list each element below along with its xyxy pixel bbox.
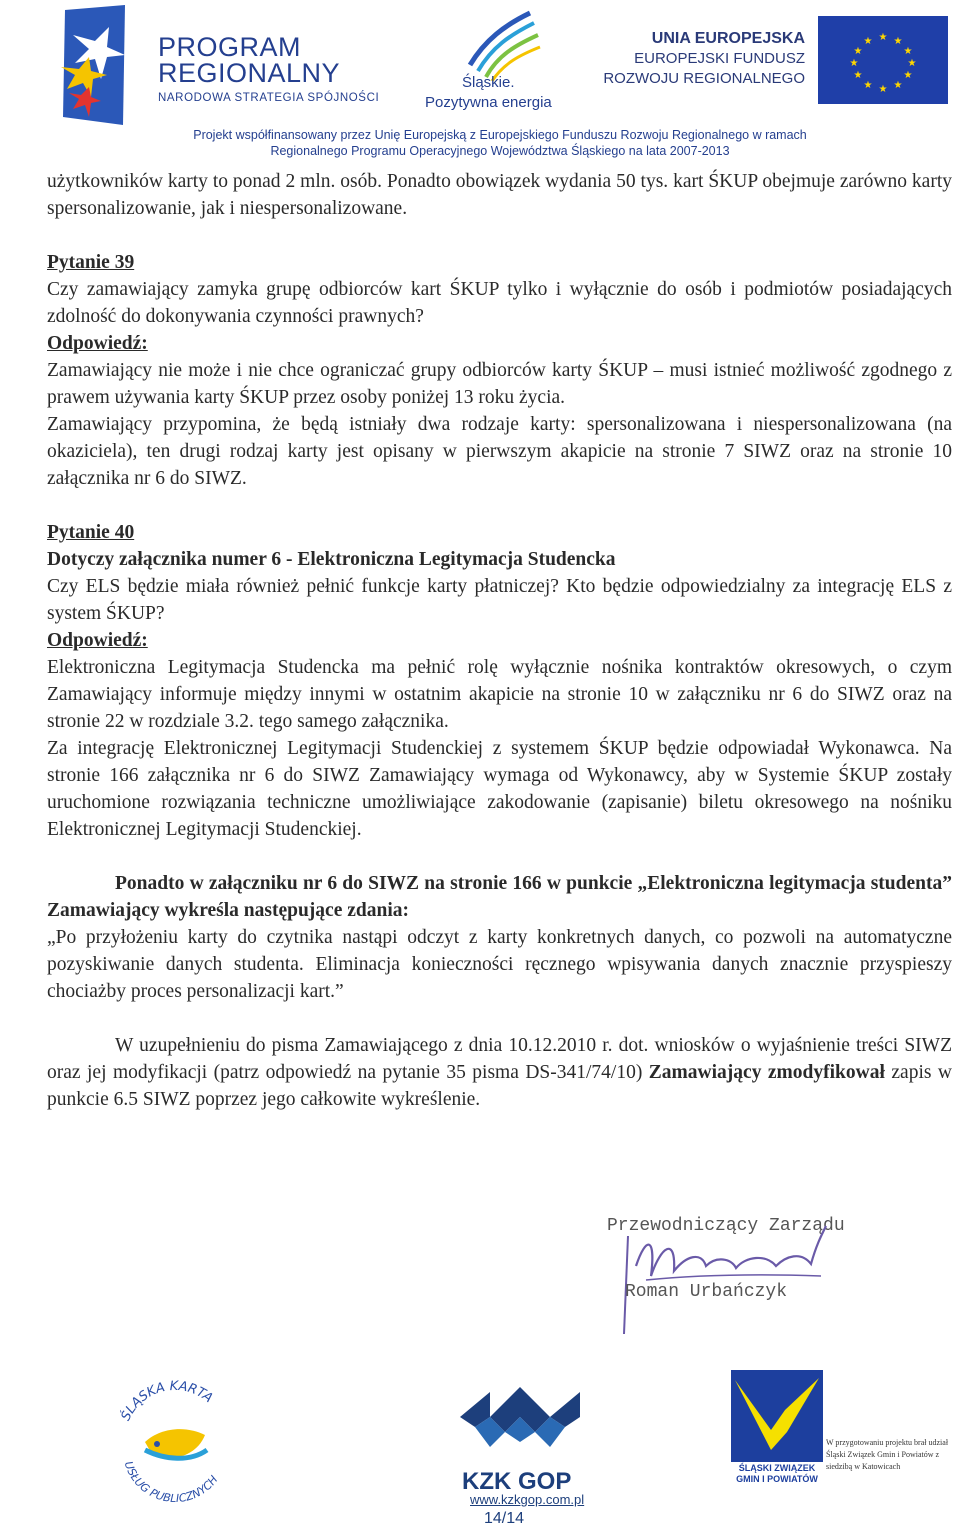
footer	[0, 1360, 960, 1533]
svg-text:★: ★	[907, 58, 917, 69]
zwiazek-note: W przygotowaniu projektu brał udział Śląski Związek Gmin i Powiatów z siedzibą w Katowicach	[826, 1438, 949, 1471]
question-39-text: Czy zamawiający zamyka grupę odbiorców kart ŚKUP tylko i wyłącznie do osób i podmiotów posiadających zdolność do dokonywania czynności prawnych?	[47, 279, 952, 327]
final-paragraph-bold: Zamawiający zmodyfikował	[648, 1062, 885, 1083]
answer-40-paragraph-2: Za integrację Elektronicznej Legitymacji Studenckiej z systemem ŚKUP będzie odpowiadał Wykonawca. Na stronie 166 załącznika nr 6 do SIWZ Zamawiający wymaga od Wykonawcy, aby w Systemie ŚKUP zostały uruchomione rozwiązania techniczne umożliwiające zakodowanie (zapisanie) biletu okresowego na nośniku Elektronicznej Legitymacji Studenckiej.	[47, 738, 952, 840]
deleted-sentences-quote: „Po przyłożeniu karty do czytnika nastąpi odczyt z karty konkretnych danych, co pozwoli na automatyczne pozyskiwanie danych studenta. Eliminacja konieczności ręcznego wpisywania danych znacznie przyspieszy chociażby proces personalizacji kart.”	[47, 927, 952, 1002]
svg-text:★: ★	[878, 84, 888, 95]
region-name: Śląskie.	[462, 74, 515, 91]
amendment-paragraph: Ponadto w załączniku nr 6 do SIWZ na stronie 166 w punkcie „Elektroniczna legitymacja studenta” Zamawiający wykreśla następujące zdania:	[47, 873, 952, 921]
program-title-line1: PROGRAM	[158, 32, 302, 62]
project-line1: Projekt współfinansowany przez Unię Europejską z Europejskiego Funduszu Rozwoju Regionalnego w ramach	[193, 128, 807, 142]
zwiazek-name	[731, 1463, 823, 1485]
svg-text:★: ★	[863, 80, 873, 91]
svg-text:★: ★	[893, 80, 903, 91]
svg-text:★: ★	[849, 58, 859, 69]
project-line2: Regionalnego Programu Operacyjnego Województwa Śląskiego na lata 2007-2013	[270, 144, 730, 158]
final-paragraph	[47, 1032, 952, 1113]
kzk-gop-logo-icon	[460, 1372, 580, 1457]
page-number: 14/14	[484, 1510, 525, 1527]
svg-text:★: ★	[903, 70, 913, 81]
letterhead	[0, 0, 960, 170]
skup-logo-text-top: ŚLĄSKA KARTA	[118, 1378, 216, 1424]
eu-line2: EUROPEJSKI FUNDUSZ	[634, 50, 805, 67]
eu-line3: ROZWOJU REGIONALNEGO	[603, 70, 805, 87]
skup-logo-text-bottom: USŁUG PUBLICZNYCH	[121, 1459, 221, 1506]
svg-text:ŚLĄSKA KARTA	[118, 1379, 216, 1423]
svg-text:★: ★	[893, 36, 903, 47]
question-39-heading: Pytanie 39	[47, 252, 135, 273]
svg-text:★: ★	[863, 36, 873, 47]
document-body	[47, 168, 952, 1113]
slaski-zwiazek-logo-icon	[731, 1370, 823, 1462]
answer-39-paragraph-2: Zamawiający przypomina, że będą istniały dwa rodzaje karty: spersonalizowana i niespersonalizowana (na okaziciela), ten drugi rodzaj karty jest opisany w pierwszym akapicie na stronie 7 SIWZ oraz na stronie 10 załącznika nr 6 do SIWZ.	[47, 414, 952, 489]
eu-line1: UNIA EUROPEJSKA	[651, 30, 805, 47]
question-40-subheading: Dotyczy załącznika numer 6 - Elektroniczna Legitymacja Studencka	[47, 549, 616, 570]
region-tagline: Pozytywna energia	[425, 94, 552, 111]
eu-text	[585, 28, 805, 89]
answer-39-label: Odpowiedź:	[47, 333, 148, 354]
slaska-karta-logo	[105, 1370, 245, 1510]
svg-text:★: ★	[903, 46, 913, 57]
final-paragraph-part1: W uzupełnieniu do pisma Zamawiającego z dnia 10.12.2010 r. dot. wniosków o wyjaśnienie treści SIWZ oraz jej modyfikacji (patrz odpowiedź na pytanie 35 pisma DS-341/74/10)	[47, 1035, 952, 1083]
project-funding-note	[0, 127, 960, 159]
handwritten-signature	[606, 1216, 846, 1336]
question-40-text: Czy ELS będzie miała również pełnić funkcje karty płatniczej? Kto będzie odpowiedzialny za integrację ELS z system ŚKUP?	[47, 576, 952, 624]
answer-39-paragraph-1: Zamawiający nie może i nie chce ograniczać grupy odbiorców karty ŚKUP – musi istnieć możliwość zgodnego z prawem używania karty ŚKUP przez osoby poniżej 13 roku życia.	[47, 360, 952, 408]
signature-title: Przewodniczący Zarządu	[607, 1216, 845, 1236]
answer-40-paragraph-1: Elektroniczna Legitymacja Studencka ma pełnić rolę wyłącznie nośnika kontraktów okresowych, o czym Zamawiający informuje między innymi w ostatnim akapicie na stronie 10 w załączniku nr 6 do SIWZ oraz na stronie 22 w rozdziale 3.2. tego samego załącznika.	[47, 657, 952, 732]
answer-40-label: Odpowiedź:	[47, 630, 148, 651]
program-title	[158, 34, 340, 86]
program-title-line2: REGIONALNY	[158, 58, 341, 88]
eu-flag-icon	[818, 16, 948, 104]
zwiazek-line2: GMIN I POWIATÓW	[736, 1474, 818, 1484]
svg-text:★: ★	[853, 46, 863, 57]
zwiazek-line1: ŚLĄSKI ZWIĄZEK	[738, 1463, 816, 1473]
kzk-url[interactable]: www.kzkgop.com.pl	[470, 1492, 585, 1507]
svg-text:★: ★	[878, 32, 888, 43]
kzk-name: KZK GOP	[462, 1468, 572, 1495]
intro-paragraph: użytkowników karty to ponad 2 mln. osób. Ponadto obowiązek wydania 50 tys. kart ŚKUP obejmuje zarówno karty spersonalizowanie, jak i niespersonalizowane.	[47, 171, 952, 219]
question-40-heading: Pytanie 40	[47, 522, 135, 543]
final-paragraph-part2: zapis w punkcie 6.5 SIWZ poprzez jego całkowite wykreślenie.	[47, 1062, 952, 1110]
program-subtitle: NARODOWA STRATEGIA SPÓJNOŚCI	[158, 92, 380, 104]
svg-text:USŁUG PUBLICZNYCH	[122, 1460, 221, 1505]
svg-text:★: ★	[853, 70, 863, 81]
signatory-name: Roman Urbańczyk	[625, 1282, 788, 1302]
